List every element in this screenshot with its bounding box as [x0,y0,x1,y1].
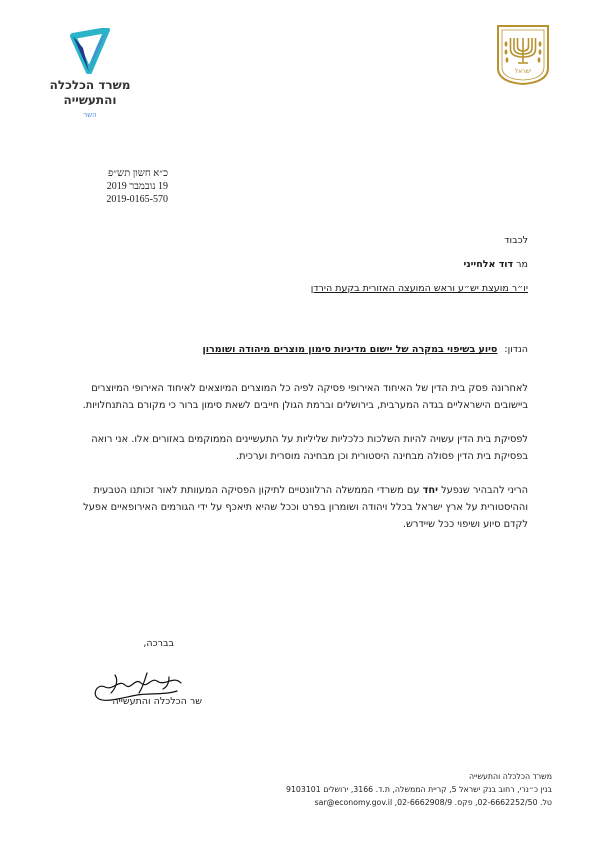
emblem-text: ישראל [514,68,532,75]
letter-body [58,380,528,550]
body-paragraph-1: לאחרונה פסק בית הדין של האיחוד האירופי פסיקה לפיה כל המוצרים המיוצאים לאיחוד האירופי המיוצרים ביישובים הישראליים בגדה המערבית, בירושלים וברמת הגולן חייבים לשאת סימון ברור כי מקורם בהתנחלויות. [82,383,528,411]
signer-title: שר הכלכלה והתעשייה [112,696,202,707]
body-paragraph-3: הריני להבהיר שנפעל יחד עם משרדי הממשלה הרלוונטיים לתיקון הפסיקה המעוותת לאור זכותנו הטבעית וההיסטורית על ארץ ישראל בכלל ויהודה ושומרון בפרט וככל שהיא תיאכף על ידי הגורמים האירופאיים אפעל לקדם סיוע ושיפוי ככל שיידרש. [83,485,528,530]
subject-text: סיוע בשיפוי במקרה של יישום מדיניות סימון מוצרים מיהודה ושומרון [202,344,498,355]
recipient-role: יו״ר מועצת יש״ע וראש המועצה האזורית בקעת הירדן [310,283,528,294]
date-block [88,167,168,206]
reference-number: 2019-0165-570 [106,194,168,205]
ministry-logo [48,28,132,119]
letter-footer [132,770,552,809]
ministry-sub: השר [83,111,97,119]
state-emblem-icon [494,24,552,86]
recipient-title-prefix: מר [516,259,528,270]
footer-address: בנין כ״נרי, רחוב בנק ישראל 5, קריית הממשלה, ת.ד. 3166, ירושלים 9103101 [285,785,552,794]
hebrew-date: כ״א חשון תש״פ [107,168,168,179]
recipient-name: דוד אלחייני [463,259,514,270]
footer-ministry: משרד הכלכלה והתעשייה [468,772,552,781]
recipient-name-line [68,258,528,271]
closing-regards: בברכה, [143,638,174,649]
subject-line [68,343,528,356]
subject-label: הנדון: [504,344,528,355]
footer-contact: טל. 02-6662252/50, פקס. 02-6662908/9, sar@economy.gov.il [314,798,552,807]
body-paragraph-2: לפסיקת בית הדין עשויה להיות השלכות כלכליות שליליות על התעשיינים הממוקמים באזורים אלו. אני רואה בפסיקת בית הדין פסולה מבחינה היסטורית וכן מבחינה מוסרית וערכית. [91,434,528,462]
gregorian-date: 19 נובמבר 2019 [106,181,168,192]
salutation: לכבוד [504,235,528,246]
recipient-block [68,234,528,306]
ministry-name: משרד הכלכלה והתעשייה [49,78,131,107]
ministry-triangle-icon [69,28,111,74]
